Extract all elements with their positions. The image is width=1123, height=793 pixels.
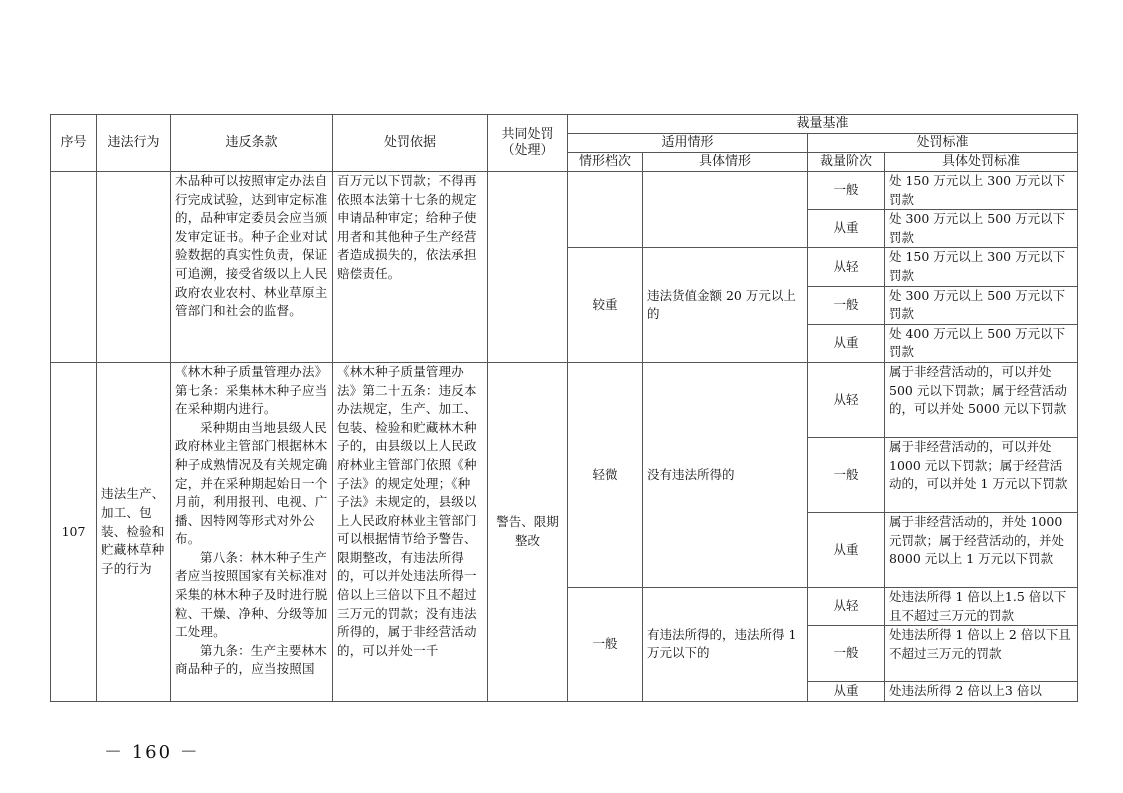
header-seq: 序号 bbox=[51, 115, 97, 172]
entry-group2-stage-3: 从重 bbox=[808, 682, 885, 702]
entry-clause-p2: 采种期由当地县级人民政府林业主管部门根据林木种子成熟情况及有关规定确定，并在采种期起始日一个月前，利用报刊、电视、广播、因特网等形式对外公布。 bbox=[175, 419, 328, 547]
entry-group1-standard-1: 属于非经营活动的，可以并处 500 元以下罚款；属于经营活动的，可以并处 5000 元以下罚款 bbox=[885, 362, 1078, 437]
cont-group-level: 较重 bbox=[568, 248, 643, 363]
entry-clause-p1: 《林木种子质量管理办法》第七条：采集林木种子应当在采种期内进行。 bbox=[175, 363, 328, 417]
entry-group1-standard-2: 属于非经营活动的，可以并处 1000 元以下罚款；属于经营活动的，可以并处 1 万元以下罚款 bbox=[885, 437, 1078, 512]
cont-group-stage-2: 一般 bbox=[808, 286, 885, 324]
header-penalty-standard: 处罚标准 bbox=[808, 134, 1078, 153]
entry-group1-stage-2: 一般 bbox=[808, 437, 885, 512]
entry-clause-p3: 第八条：林木种子生产者应当按照国家有关标准对采集的林木种子及时进行脱粒、干燥、净种、分级等加工处理。 bbox=[175, 549, 328, 640]
discretion-table bbox=[50, 114, 1078, 702]
entry-clause bbox=[171, 362, 333, 701]
header-violation: 违法行为 bbox=[97, 115, 171, 172]
entry-group1-level: 轻微 bbox=[568, 362, 643, 587]
entry-group2-level: 一般 bbox=[568, 587, 643, 701]
entry-group2-situation: 有违法所得的，违法所得 1 万元以下的 bbox=[643, 587, 808, 701]
header-discretion: 裁量基准 bbox=[568, 115, 1078, 134]
header-basis: 处罚依据 bbox=[333, 115, 488, 172]
entry-group1-stage-1: 从轻 bbox=[808, 362, 885, 437]
cont-standard-1: 处 150 万元以上 300 万元以下罚款 bbox=[885, 172, 1078, 210]
header-applicable: 适用情形 bbox=[568, 134, 808, 153]
header-clause: 违反条款 bbox=[171, 115, 333, 172]
cont-stage-2: 从重 bbox=[808, 210, 885, 248]
cont-group-stage-1: 从轻 bbox=[808, 248, 885, 286]
cont-group-standard-1: 处 150 万元以上 300 万元以下罚款 bbox=[885, 248, 1078, 286]
cont-violation-cell bbox=[97, 172, 171, 363]
cont-group-standard-3: 处 400 万元以上 500 万元以下罚款 bbox=[885, 324, 1078, 362]
entry-basis: 《林木种子质量管理办法》第二十五条：违反本办法规定，生产、加工、包装、检验和贮藏林木种子的，由县级以上人民政府林业主管部门依照《种子法》的规定处理；《种子法》未规定的，县级以上人民政府林业主管部门可以根据情节给予警告、限期整改，有违法所得的，可以并处违法所得一倍以上三倍以下且不超过三万元的罚款；没有违法所得的，属于非经营活动的，可以并处一千 bbox=[333, 362, 488, 701]
header-specific-standard: 具体处罚标准 bbox=[885, 153, 1078, 172]
cont-group-situation: 违法货值金额 20 万元以上的 bbox=[643, 248, 808, 363]
cont-seq-cell bbox=[51, 172, 97, 363]
entry-group1-standard-3: 属于非经营活动的，并处 1000 元罚款；属于经营活动的，并处 8000 元以上 1 万元以下罚款 bbox=[885, 512, 1078, 587]
entry-group2-standard-1: 处违法所得 1 倍以上1.5 倍以下且不超过三万元的罚款 bbox=[885, 587, 1078, 625]
entry-violation: 违法生产、加工、包装、检验和贮藏林草种子的行为 bbox=[97, 362, 171, 701]
cont-clause-text: 木品种可以按照审定办法自行完成试验，达到审定标准的，品种审定委员会应当颁发审定证书。种子企业对试验数据的真实性负责，保证可追溯，接受省级以上人民政府农业农村、林业草原主管部门和社会的监督。 bbox=[171, 172, 333, 363]
entry-group2-standard-2: 处违法所得 1 倍以上 2 倍以下且不超过三万元的罚款 bbox=[885, 626, 1078, 682]
cont-basis-text: 百万元以下罚款；不得再依照本法第十七条的规定申请品种审定；给种子使用者和其他种子生产经营者造成损失的，依法承担赔偿责任。 bbox=[333, 172, 488, 363]
entry-group1-situation: 没有违法所得的 bbox=[643, 362, 808, 587]
entry-group2-stage-2: 一般 bbox=[808, 626, 885, 682]
header-situation: 具体情形 bbox=[643, 153, 808, 172]
cont-level-cell bbox=[568, 172, 643, 248]
entry-group2-standard-3: 处违法所得 2 倍以上3 倍以 bbox=[885, 682, 1078, 702]
cont-group-standard-2: 处 300 万元以上 500 万元以下罚款 bbox=[885, 286, 1078, 324]
cont-group-stage-3: 从重 bbox=[808, 324, 885, 362]
entry-group2-stage-1: 从轻 bbox=[808, 587, 885, 625]
entry-common-penalty: 警告、限期整改 bbox=[488, 362, 568, 701]
entry-clause-p4: 第九条：生产主要林木商品种子的，应当按照国 bbox=[175, 642, 328, 677]
page-number: － 160 － bbox=[104, 742, 200, 763]
entry-group1-stage-3: 从重 bbox=[808, 512, 885, 587]
cont-stage-1: 一般 bbox=[808, 172, 885, 210]
cont-common-penalty-cell bbox=[488, 172, 568, 363]
header-level: 情形档次 bbox=[568, 153, 643, 172]
header-common-penalty: 共同处罚（处理） bbox=[488, 115, 568, 172]
cont-standard-2: 处 300 万元以上 500 万元以下罚款 bbox=[885, 210, 1078, 248]
cont-situation-cell bbox=[643, 172, 808, 248]
entry-seq: 107 bbox=[51, 362, 97, 701]
header-stage: 裁量阶次 bbox=[808, 153, 885, 172]
